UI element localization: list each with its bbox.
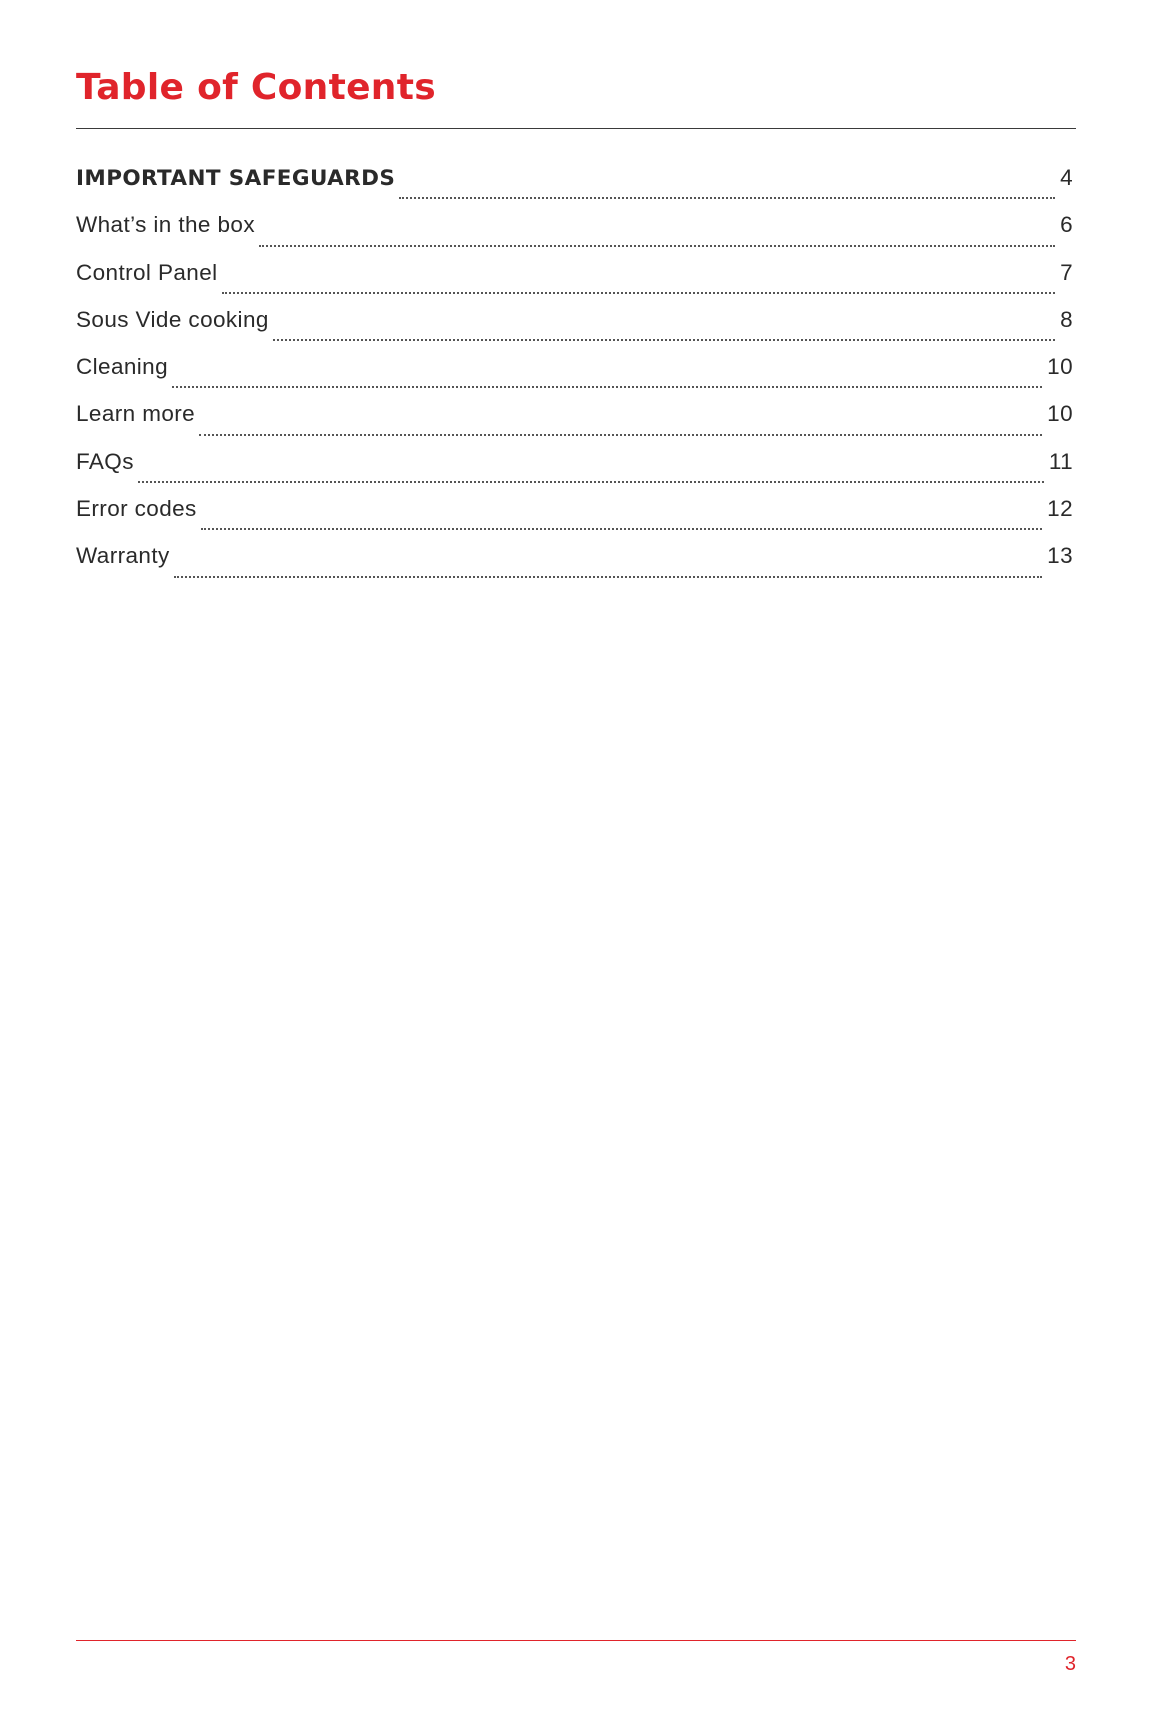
toc-entry-page: 12: [1047, 496, 1073, 522]
toc-entry-whats-in-the-box[interactable]: [76, 210, 1073, 257]
toc-dot-leader: [199, 434, 1042, 436]
page-title: Table of Contents: [76, 67, 436, 108]
toc-entry-page: 10: [1047, 354, 1073, 380]
toc-dot-leader: [273, 339, 1055, 341]
toc-entry-sous-vide-cooking[interactable]: [76, 305, 1073, 352]
toc-entry-control-panel[interactable]: [76, 258, 1073, 305]
toc-entry-error-codes[interactable]: [76, 494, 1073, 541]
toc-entry-page: 13: [1047, 543, 1073, 569]
page-number: 3: [1064, 1653, 1076, 1675]
toc-entry-page: 7: [1060, 259, 1073, 285]
toc-entry-label: FAQs: [76, 448, 134, 474]
toc-entry-learn-more[interactable]: [76, 399, 1073, 446]
toc-entry-page: 11: [1048, 448, 1073, 474]
toc-dot-leader: [201, 528, 1042, 530]
toc-entry-label: Sous Vide cooking: [76, 306, 269, 332]
toc-entry-label: Cleaning: [76, 354, 169, 380]
toc-entry-label: IMPORTANT SAFEGUARDS: [76, 166, 396, 191]
toc-dot-leader: [259, 245, 1055, 247]
toc-entry-important-safeguards[interactable]: [76, 163, 1073, 210]
toc-entry-cleaning[interactable]: [76, 352, 1073, 399]
toc-entry-label: Control Panel: [76, 259, 218, 285]
toc-entry-page: 8: [1060, 306, 1073, 332]
toc-entry-warranty[interactable]: [76, 541, 1073, 588]
toc-entry-label: Error codes: [76, 496, 197, 522]
toc-dot-leader: [174, 576, 1043, 578]
toc-dot-leader: [222, 292, 1056, 294]
title-divider: [76, 128, 1076, 129]
toc-entry-label: What’s in the box: [76, 212, 255, 238]
toc-dot-leader: [138, 481, 1044, 483]
table-of-contents: [76, 163, 1073, 589]
toc-entry-label: Warranty: [76, 543, 170, 569]
toc-dot-leader: [172, 386, 1042, 388]
footer-divider: [76, 1640, 1076, 1641]
toc-entry-page: 4: [1060, 165, 1073, 190]
toc-dot-leader: [399, 197, 1055, 199]
toc-entry-label: Learn more: [76, 401, 196, 427]
toc-entry-faqs[interactable]: [76, 447, 1073, 494]
toc-entry-page: 6: [1060, 212, 1073, 238]
toc-entry-page: 10: [1047, 401, 1073, 427]
